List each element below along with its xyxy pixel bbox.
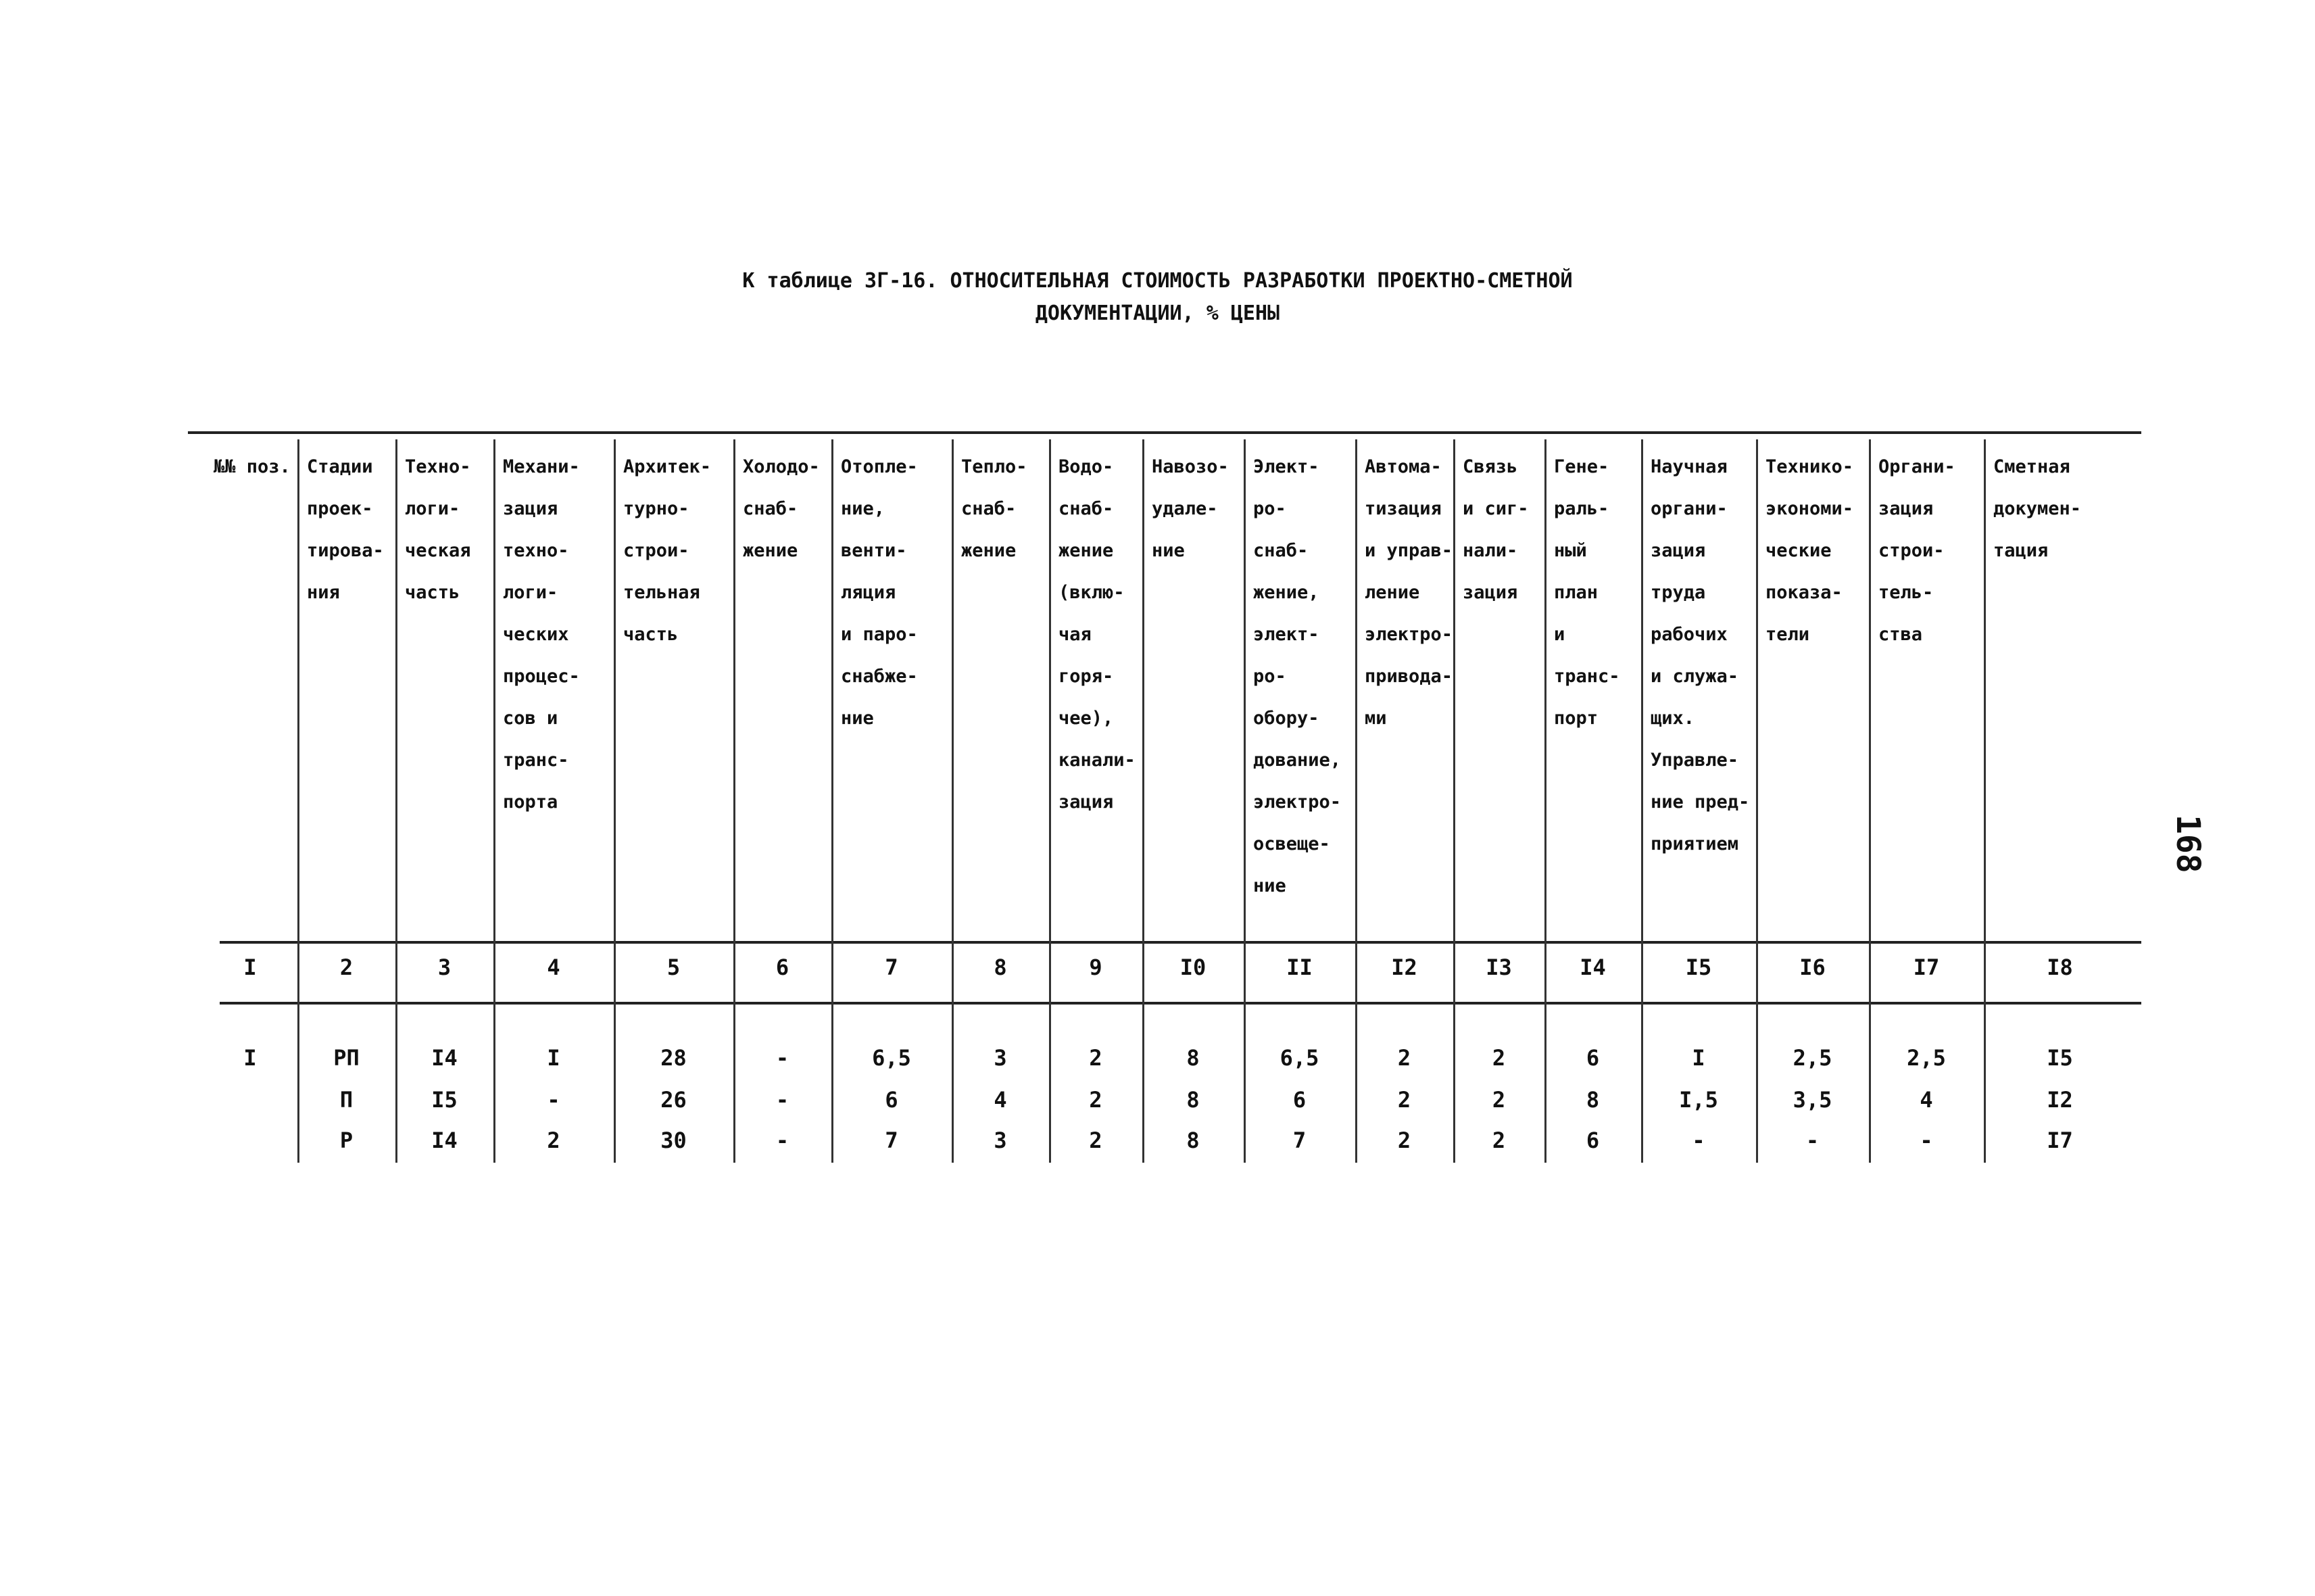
column-header bbox=[1463, 446, 1529, 614]
column-header-line: дование, bbox=[1253, 750, 1342, 771]
column-header-line: Архитек- bbox=[623, 456, 712, 477]
table-cell: - bbox=[1920, 1128, 1933, 1153]
column-header-line: транс- bbox=[503, 750, 569, 771]
column-header-line: Органи- bbox=[1878, 456, 1955, 477]
column-header-line: Отопле- bbox=[841, 456, 918, 477]
table-cell: 6,5 bbox=[872, 1045, 911, 1071]
column-header-line: снаб- bbox=[1253, 540, 1309, 561]
column-header-line: сов и bbox=[503, 708, 558, 729]
column-header-line: и сиг- bbox=[1463, 498, 1529, 519]
column-header-line: транс- bbox=[1554, 666, 1620, 687]
column-header bbox=[1365, 446, 1453, 740]
column-header-line: чее), bbox=[1058, 708, 1114, 729]
table-cell: 2 bbox=[1492, 1045, 1506, 1071]
table-cell: I4 bbox=[431, 1128, 458, 1153]
table-cell: 7 bbox=[1292, 1128, 1307, 1153]
column-header-line: строи- bbox=[1878, 540, 1945, 561]
table-cell: П bbox=[339, 1087, 354, 1113]
table-cell: РП bbox=[333, 1045, 360, 1071]
table-cell: 3 bbox=[994, 1045, 1007, 1071]
table-cell: 3 bbox=[994, 1128, 1007, 1153]
table-cell: 26 bbox=[660, 1087, 687, 1113]
table-cell: 4 bbox=[994, 1087, 1007, 1113]
table-cell: 2 bbox=[1397, 1045, 1411, 1071]
column-header-line: докумен- bbox=[1993, 498, 2082, 519]
column-header-line: ческая bbox=[405, 540, 471, 561]
column-header-line: часть bbox=[405, 582, 460, 603]
column-header-line: венти- bbox=[841, 540, 907, 561]
column-header bbox=[743, 446, 820, 572]
column-header-line: логи- bbox=[503, 582, 558, 603]
column-header-line: жение bbox=[743, 540, 798, 561]
column-header-line: приятием bbox=[1651, 833, 1739, 854]
column-header-line: канали- bbox=[1058, 750, 1136, 771]
column-header-line: тельная bbox=[623, 582, 700, 603]
table-cell: 2 bbox=[1492, 1128, 1506, 1153]
column-header-line: ние bbox=[1152, 540, 1185, 561]
document-title-line-1: К таблице 3Г-16. ОТНОСИТЕЛЬНАЯ СТОИМОСТЬ РАЗРАБОТКИ ПРОЕКТНО-СМЕТНОЙ bbox=[742, 269, 1573, 293]
column-header-line: порт bbox=[1554, 708, 1599, 729]
column-header-line: ния bbox=[307, 582, 340, 603]
column-number: I0 bbox=[1179, 954, 1207, 980]
column-header-line: тирова- bbox=[307, 540, 384, 561]
column-header bbox=[1058, 446, 1136, 823]
column-header-line: и управ- bbox=[1365, 540, 1453, 561]
column-header-line: процес- bbox=[503, 666, 580, 687]
column-header-line: снаб- bbox=[743, 498, 798, 519]
column-header-line: и bbox=[1554, 624, 1565, 645]
column-header-line: Механи- bbox=[503, 456, 580, 477]
column-header-line: зация bbox=[1463, 582, 1518, 603]
column-header-line: обору- bbox=[1253, 708, 1319, 729]
table-cell: I,5 bbox=[1679, 1087, 1718, 1113]
table-cell: I5 bbox=[431, 1087, 458, 1113]
table-cell: - bbox=[775, 1087, 789, 1113]
column-header-line: тизация bbox=[1365, 498, 1442, 519]
column-number: 7 bbox=[885, 954, 898, 980]
table-cell: 2 bbox=[1089, 1045, 1102, 1071]
column-header-line: горя- bbox=[1058, 666, 1114, 687]
column-number: 4 bbox=[547, 954, 560, 980]
table-cell: I4 bbox=[431, 1045, 458, 1071]
column-header bbox=[841, 446, 918, 740]
column-header bbox=[214, 446, 291, 488]
column-header-line: электро- bbox=[1365, 624, 1453, 645]
column-header-line: ние bbox=[1253, 875, 1286, 896]
column-header-line: органи- bbox=[1651, 498, 1728, 519]
table-cell: - bbox=[547, 1087, 560, 1113]
column-number: I3 bbox=[1486, 954, 1512, 980]
column-header-line: Тепло- bbox=[961, 456, 1027, 477]
column-header-line: нали- bbox=[1463, 540, 1518, 561]
column-header-line: рабочих bbox=[1651, 624, 1728, 645]
table-cell: Р bbox=[339, 1128, 354, 1153]
table-cell: 2,5 bbox=[1907, 1045, 1946, 1071]
column-header-line: зация bbox=[1651, 540, 1706, 561]
column-header-line: удале- bbox=[1152, 498, 1218, 519]
column-header bbox=[1554, 446, 1620, 740]
table-cell: I5 bbox=[2047, 1045, 2073, 1071]
column-header-line: снаб- bbox=[1058, 498, 1114, 519]
table-top-rule bbox=[188, 431, 2141, 434]
table-cell: I bbox=[1692, 1045, 1705, 1071]
column-header-line: порта bbox=[503, 792, 558, 813]
table-cell: 8 bbox=[1586, 1087, 1600, 1113]
column-header-line: Гене- bbox=[1554, 456, 1609, 477]
column-number: 5 bbox=[666, 954, 681, 980]
column-header-line: жение bbox=[1058, 540, 1114, 561]
table-cell: 6,5 bbox=[1280, 1045, 1319, 1071]
column-header-line: Научная bbox=[1651, 456, 1728, 477]
table-cell: 6 bbox=[1586, 1045, 1600, 1071]
table-cell: 6 bbox=[885, 1087, 898, 1113]
column-header-line: №№ поз. bbox=[214, 456, 291, 477]
column-header-line: ление bbox=[1365, 582, 1420, 603]
column-header-line: ческих bbox=[503, 624, 569, 645]
column-number: I5 bbox=[1685, 954, 1712, 980]
numbers-bottom-rule bbox=[220, 1002, 2141, 1005]
column-header-line: проек- bbox=[307, 498, 373, 519]
table-cell: 8 bbox=[1186, 1128, 1200, 1153]
column-header-line: снабже- bbox=[841, 666, 918, 687]
column-header-line: тели bbox=[1765, 624, 1810, 645]
column-header-line: ние пред- bbox=[1651, 792, 1750, 813]
column-header-line: Связь bbox=[1463, 456, 1518, 477]
table-cell: 7 bbox=[885, 1128, 898, 1153]
column-header-line: тация bbox=[1993, 540, 2049, 561]
column-header bbox=[1253, 446, 1341, 907]
column-number: 9 bbox=[1089, 954, 1102, 980]
column-number: I4 bbox=[1580, 954, 1606, 980]
column-header-line: электро- bbox=[1253, 792, 1342, 813]
table-cell: 2 bbox=[1089, 1087, 1102, 1113]
document-title-line-2: ДОКУМЕНТАЦИИ, % ЦЕНЫ bbox=[1035, 301, 1280, 325]
table-cell: - bbox=[1805, 1128, 1820, 1153]
column-header-line: показа- bbox=[1765, 582, 1843, 603]
column-header-line: ние bbox=[841, 708, 874, 729]
column-header-line: часть bbox=[623, 624, 679, 645]
column-header-line: Сметная bbox=[1993, 456, 2070, 477]
table-cell: 2 bbox=[1397, 1087, 1411, 1113]
column-header-line: освеще- bbox=[1253, 833, 1330, 854]
column-header bbox=[405, 446, 471, 614]
column-header-line: техно- bbox=[503, 540, 569, 561]
column-header-line: жение, bbox=[1253, 582, 1319, 603]
column-header-line: и паро- bbox=[841, 624, 918, 645]
column-header-line: экономи- bbox=[1765, 498, 1854, 519]
column-header-line: ро- bbox=[1253, 666, 1286, 687]
column-header-line: ный bbox=[1554, 540, 1587, 561]
column-header-line: ческие bbox=[1765, 540, 1832, 561]
column-header-line: элект- bbox=[1253, 624, 1319, 645]
table-cell: I7 bbox=[2047, 1128, 2073, 1153]
table-cell: - bbox=[775, 1045, 789, 1071]
column-header bbox=[1878, 446, 1955, 656]
column-header-line: труда bbox=[1651, 582, 1706, 603]
table-cell: - bbox=[775, 1128, 789, 1153]
column-header bbox=[1765, 446, 1853, 656]
column-header-line: план bbox=[1554, 582, 1599, 603]
column-header-line: Технико- bbox=[1765, 456, 1854, 477]
column-header-line: ства bbox=[1878, 624, 1923, 645]
table-cell: 8 bbox=[1186, 1087, 1200, 1113]
column-number: I8 bbox=[2047, 954, 2073, 980]
column-header-line: Управле- bbox=[1651, 750, 1739, 771]
column-header-line: Водо- bbox=[1058, 456, 1114, 477]
table-cell: 28 bbox=[660, 1045, 687, 1071]
column-header bbox=[1993, 446, 2081, 572]
column-header-line: снаб- bbox=[961, 498, 1017, 519]
column-number: 6 bbox=[775, 954, 789, 980]
column-header-line: ние, bbox=[841, 498, 885, 519]
table-cell: 6 bbox=[1586, 1128, 1600, 1153]
page-number: 168 bbox=[2169, 815, 2207, 873]
column-header-line: жение bbox=[961, 540, 1017, 561]
column-header-line: Элект- bbox=[1253, 456, 1319, 477]
column-header-line: Техно- bbox=[405, 456, 471, 477]
table-cell: 2 bbox=[1492, 1087, 1506, 1113]
column-header-line: зация bbox=[1058, 792, 1114, 813]
column-header-line: Стадии bbox=[307, 456, 373, 477]
column-header-line: зация bbox=[503, 498, 558, 519]
table-cell: 2 bbox=[1397, 1128, 1411, 1153]
column-header bbox=[503, 446, 580, 823]
column-header-line: (вклю- bbox=[1058, 582, 1125, 603]
column-header-line: Автома- bbox=[1365, 456, 1442, 477]
table-cell: 4 bbox=[1920, 1087, 1933, 1113]
column-header-line: ми bbox=[1365, 708, 1387, 729]
table-cell: 2 bbox=[547, 1128, 560, 1153]
column-number: I7 bbox=[1913, 954, 1940, 980]
table-cell: 6 bbox=[1292, 1087, 1307, 1113]
column-header-line: тель- bbox=[1878, 582, 1934, 603]
column-header-line: турно- bbox=[623, 498, 689, 519]
column-header-line: ро- bbox=[1253, 498, 1286, 519]
column-header-line: раль- bbox=[1554, 498, 1609, 519]
column-header-line: логи- bbox=[405, 498, 460, 519]
table-cell: 3,5 bbox=[1793, 1087, 1832, 1113]
table-cell: 30 bbox=[660, 1128, 687, 1153]
column-number: I6 bbox=[1799, 954, 1826, 980]
column-header bbox=[307, 446, 384, 614]
column-header-line: зация bbox=[1878, 498, 1934, 519]
table-cell: I2 bbox=[2047, 1087, 2073, 1113]
table-cell: 2,5 bbox=[1793, 1045, 1832, 1071]
column-header-line: Холодо- bbox=[743, 456, 820, 477]
column-header-line: Навозо- bbox=[1152, 456, 1229, 477]
table-cell: I bbox=[547, 1045, 560, 1071]
header-bottom-rule bbox=[220, 941, 2141, 944]
column-header-line: ляция bbox=[841, 582, 896, 603]
column-header bbox=[961, 446, 1027, 572]
table-cell: 8 bbox=[1186, 1045, 1200, 1071]
column-number: I2 bbox=[1391, 954, 1417, 980]
column-number: I bbox=[243, 954, 257, 980]
column-header bbox=[1152, 446, 1229, 572]
column-number: 3 bbox=[437, 954, 452, 980]
column-header-line: строи- bbox=[623, 540, 689, 561]
column-header-line: привода- bbox=[1365, 666, 1453, 687]
column-header bbox=[1651, 446, 1749, 865]
column-header-line: и служа- bbox=[1651, 666, 1739, 687]
column-header bbox=[623, 446, 711, 656]
column-header-line: чая bbox=[1058, 624, 1092, 645]
column-number: 8 bbox=[994, 954, 1007, 980]
table-cell: 2 bbox=[1089, 1128, 1102, 1153]
table-cell: I bbox=[243, 1045, 257, 1071]
column-header-line: щих. bbox=[1651, 708, 1695, 729]
column-number: II bbox=[1286, 954, 1313, 980]
column-number: 2 bbox=[339, 954, 354, 980]
table-cell: - bbox=[1692, 1128, 1705, 1153]
